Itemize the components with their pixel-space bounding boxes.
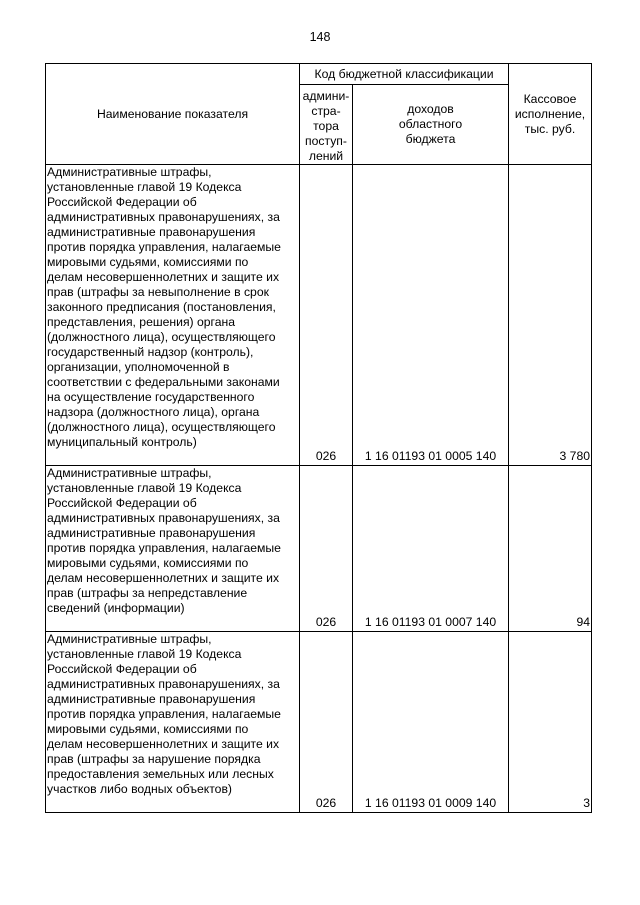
header-cash-execution: Кассовое исполнение, тыс. руб. bbox=[509, 64, 592, 165]
admin-code-cell: 026 bbox=[300, 466, 353, 632]
page-number: 148 bbox=[309, 30, 331, 44]
indicator-name: Административные штрафы, установленные главой 19 Кодекса Российской Федерации об административных правонарушениях, за административные правонарушения против порядка управления, налагаемые мировыми судьями, комиссиями по делам несовершеннолетних и защите их прав (штрафы за невыполнение в срок законного предписания (постановления, представления, решения) органа (должностного лица), осуществляющего государственный надзор (контроль), организации, уполномоченной в соответствии с федеральными законами на осуществление государственного надзора (должностного лица), органа (должностного лица), осуществляющего муниципальный контроль) bbox=[47, 165, 281, 449]
indicator-name: Административные штрафы, установленные главой 19 Кодекса Российской Федерации об административных правонарушениях, за административные правонарушения против порядка управления, налагаемые мировыми судьями, комиссиями по делам несовершеннолетних и защите их прав (штрафы за нарушение порядка предоставления земельных или лесных участков либо водных объектов) bbox=[47, 632, 281, 796]
indicator-name-cell bbox=[46, 632, 300, 813]
header-classification-code: Код бюджетной классификации bbox=[300, 64, 509, 85]
header-revenue-code: доходов областного бюджета bbox=[353, 85, 509, 165]
table-body bbox=[46, 165, 592, 813]
admin-code-cell: 026 bbox=[300, 165, 353, 466]
revenue-code-cell: 1 16 01193 01 0007 140 bbox=[353, 466, 509, 632]
indicator-name-cell bbox=[46, 165, 300, 466]
indicator-name: Административные штрафы, установленные главой 19 Кодекса Российской Федерации об административных правонарушениях, за административные правонарушения против порядка управления, налагаемые мировыми судьями, комиссиями по делам несовершеннолетних и защите их прав (штрафы за непредставление сведений (информации) bbox=[47, 466, 281, 615]
admin-code-cell: 026 bbox=[300, 632, 353, 813]
header-indicator-name: Наименование показателя bbox=[46, 64, 300, 165]
table-header bbox=[46, 64, 592, 165]
revenue-code-cell: 1 16 01193 01 0009 140 bbox=[353, 632, 509, 813]
table-row bbox=[46, 165, 592, 466]
header-admin-code: админи- стра- тора поступ- лений bbox=[300, 85, 353, 165]
amount-cell: 3 bbox=[509, 632, 592, 813]
header-row-top bbox=[46, 64, 592, 85]
table-row bbox=[46, 466, 592, 632]
indicator-name-cell bbox=[46, 466, 300, 632]
revenue-code-cell: 1 16 01193 01 0005 140 bbox=[353, 165, 509, 466]
budget-table bbox=[45, 63, 592, 813]
amount-cell: 94 bbox=[509, 466, 592, 632]
amount-cell: 3 780 bbox=[509, 165, 592, 466]
table-row bbox=[46, 632, 592, 813]
